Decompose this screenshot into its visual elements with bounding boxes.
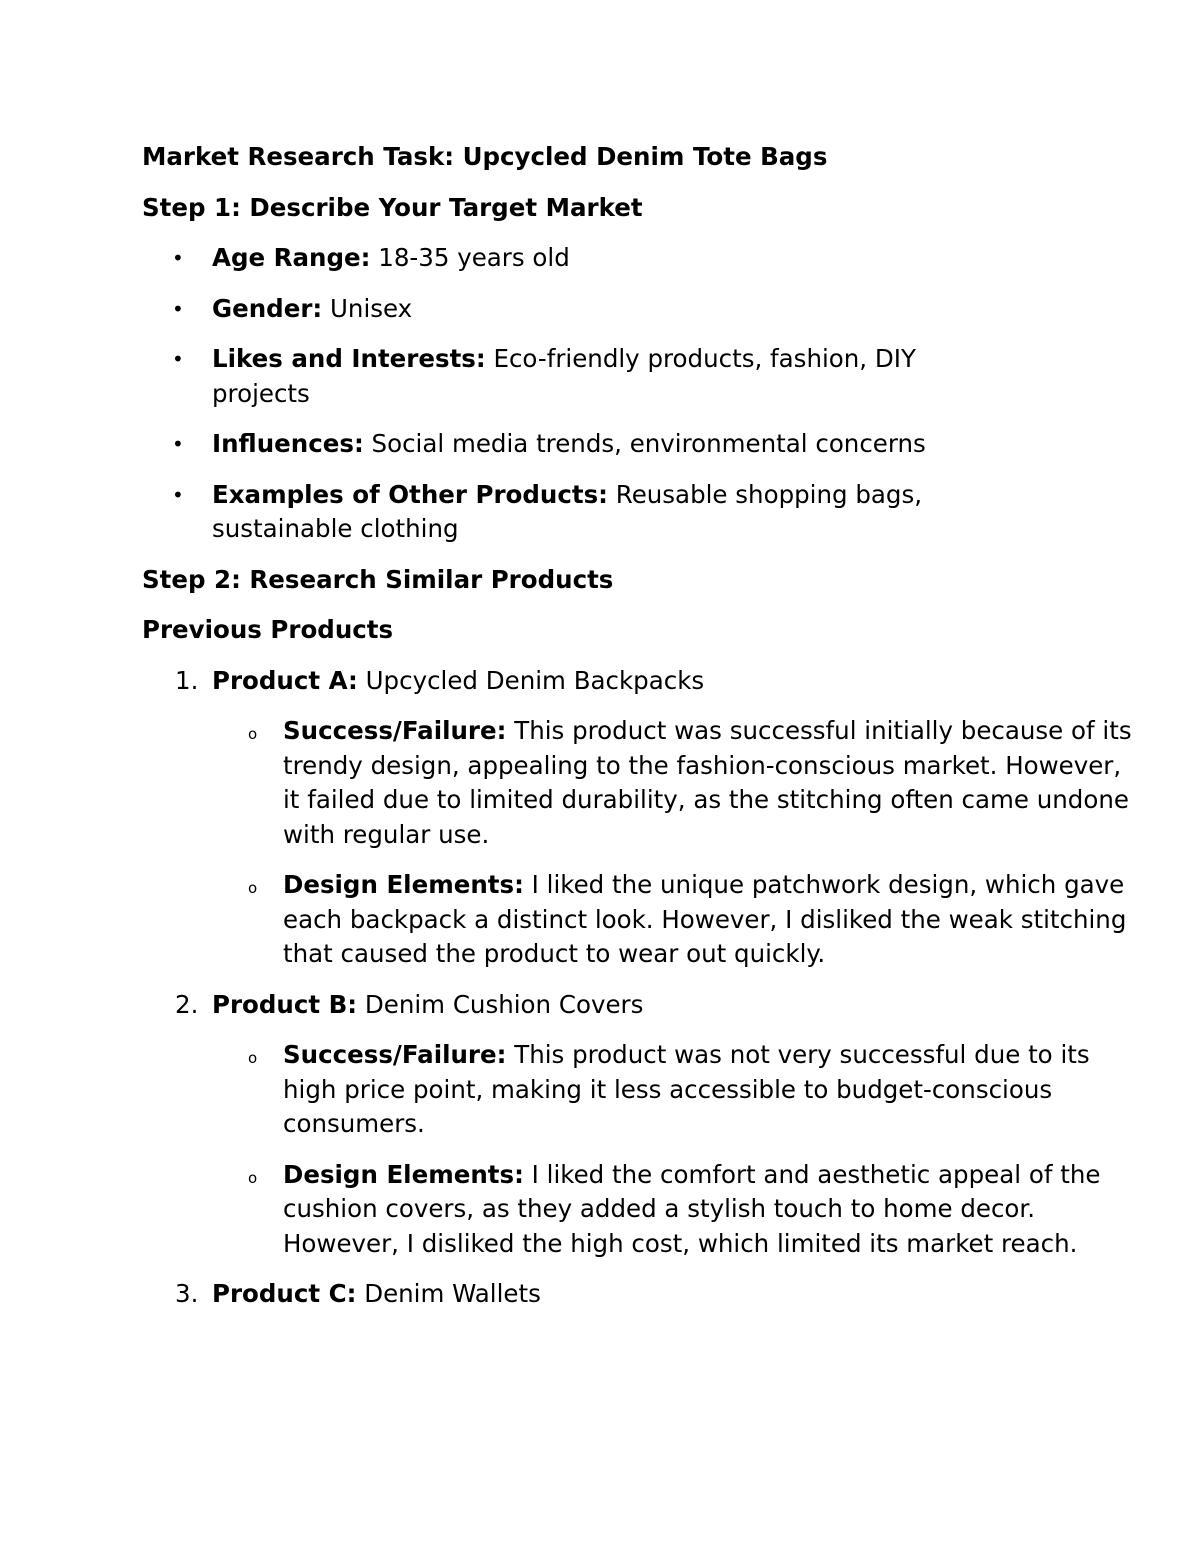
- list-number: 2.: [175, 989, 199, 1019]
- detail-label: Design Elements:: [283, 1159, 524, 1189]
- product-item-b: [142, 988, 1101, 1262]
- bullet-icon: •: [172, 246, 184, 270]
- item-label: Gender:: [212, 293, 323, 323]
- item-text: Eco-friendly products, fashion, DIY projects: [212, 344, 916, 408]
- detail-text: I liked the comfort and aesthetic appeal of the cushion covers, as they added a stylish touch to home decor. However, I disliked the high cost, which limited its market reach.: [283, 1159, 1101, 1258]
- sub-bullet-icon: o: [248, 1049, 258, 1067]
- bullet-icon: •: [172, 482, 184, 507]
- previous-products-heading: Previous Products: [142, 615, 394, 644]
- document-body: [142, 140, 1132, 1328]
- detail-design-elements: [212, 1158, 1133, 1262]
- product-details-list: [212, 1038, 1101, 1261]
- product-name: Denim Wallets: [364, 1279, 541, 1308]
- item-text: Unisex: [330, 293, 413, 323]
- detail-label: Design Elements:: [283, 870, 524, 899]
- sub-bullet-icon: o: [248, 1168, 258, 1187]
- detail-success-failure: [212, 1038, 1133, 1142]
- product-item-a: [142, 664, 1132, 972]
- list-number: 3.: [175, 1279, 199, 1308]
- item-label: Influences:: [212, 429, 364, 458]
- item-label: Age Range:: [212, 243, 371, 272]
- product-line: [212, 1277, 1062, 1312]
- bullet-icon: •: [172, 432, 184, 456]
- item-text: Social media trends, environmental concerns: [371, 429, 926, 458]
- item-text: 18-35 years old: [378, 243, 570, 272]
- bullet-icon: •: [172, 296, 184, 321]
- detail-text: I liked the unique patchwork design, which gave each backpack a distinct look. However, I disliked the weak stitching that caused the product to wear out quickly.: [283, 870, 1127, 968]
- product-name: Denim Cushion Covers: [364, 989, 644, 1019]
- detail-text: This product was not very successful due to its high price point, making it less accessible to budget-conscious consumers.: [283, 1040, 1090, 1138]
- detail-design-elements: [212, 868, 1133, 972]
- products-list: [142, 664, 1132, 1312]
- step2-heading: Step 2: Research Similar Products: [142, 564, 614, 594]
- product-label: Product A:: [212, 665, 358, 695]
- target-market-list: [142, 241, 1062, 547]
- bullet-icon: •: [172, 347, 184, 371]
- step1-heading: Step 1: Describe Your Target Market: [142, 192, 643, 222]
- detail-label: Success/Failure:: [283, 1040, 507, 1069]
- sub-bullet-icon: o: [248, 725, 258, 743]
- list-item-likes-interests: [142, 342, 1012, 411]
- item-label: Likes and Interests:: [212, 344, 486, 373]
- list-item-influences: [142, 427, 1062, 462]
- product-details-list: [212, 714, 1132, 972]
- list-item-other-products: [142, 478, 1042, 547]
- product-label: Product C:: [212, 1279, 357, 1308]
- document-title: Market Research Task: Upcycled Denim Tote Bags: [142, 142, 828, 171]
- detail-text: This product was successful initially because of its trendy design, appealing to the fashion-conscious market. However, it failed due to limited durability, as the stitching often came undone with regular use.: [283, 716, 1132, 849]
- list-item-age-range: [142, 241, 1062, 276]
- product-name: Upcycled Denim Backpacks: [365, 665, 705, 695]
- product-line: [212, 988, 1062, 1023]
- item-text: Reusable shopping bags, sustainable clothing: [212, 479, 923, 543]
- product-label: Product B:: [212, 989, 358, 1019]
- sub-bullet-icon: o: [248, 879, 258, 897]
- detail-success-failure: [212, 714, 1133, 852]
- list-number: 1.: [175, 665, 199, 695]
- product-item-c: [142, 1277, 1062, 1312]
- list-item-gender: [142, 292, 1062, 327]
- product-line: [212, 664, 1062, 699]
- detail-label: Success/Failure:: [283, 716, 507, 745]
- item-label: Examples of Other Products:: [212, 479, 608, 509]
